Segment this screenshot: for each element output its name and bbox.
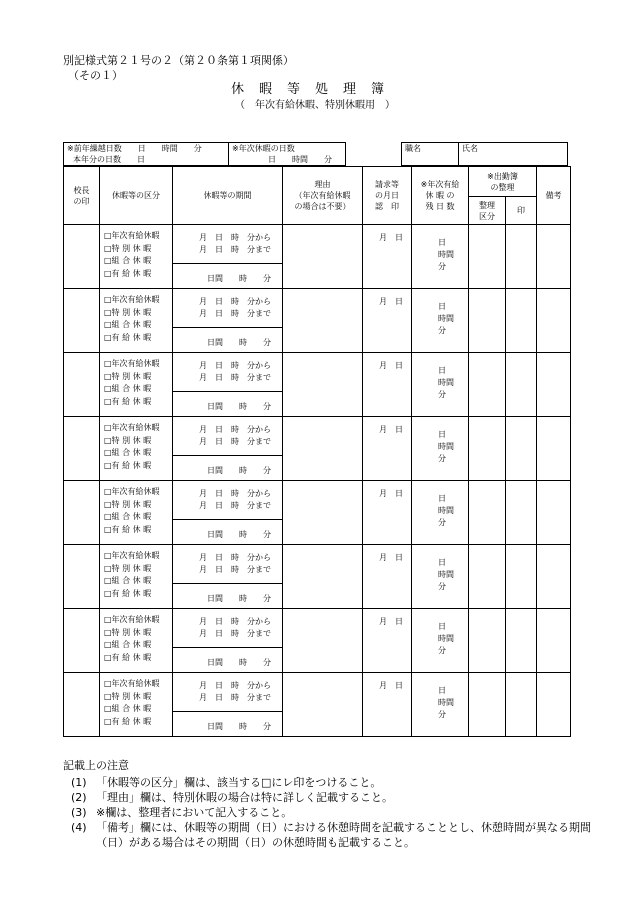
period-duration[interactable]: 日間 時 分 bbox=[207, 402, 271, 411]
note-item bbox=[63, 775, 596, 790]
period-from[interactable]: 月 日 時 分から bbox=[199, 617, 271, 626]
remaining-header-label: ※年次有給 休 暇 の 残 日 数 bbox=[420, 180, 460, 211]
period-duration[interactable]: 日間 時 分 bbox=[207, 594, 271, 603]
kind-option[interactable]: □特 別 休 暇 bbox=[104, 627, 152, 637]
period-cell bbox=[173, 609, 283, 673]
seal-header-label: 印 bbox=[517, 206, 525, 215]
leave-table bbox=[63, 166, 571, 737]
period-cell bbox=[173, 353, 283, 417]
remarks-header bbox=[537, 167, 571, 225]
remaining-unit: 日 bbox=[438, 430, 446, 439]
remaining-unit: 日 bbox=[438, 302, 446, 311]
annual-leave-days-cell bbox=[229, 143, 346, 166]
kind-header bbox=[100, 167, 173, 225]
kind-option[interactable]: □組 合 休 暇 bbox=[104, 512, 152, 521]
annual-leave-days-label: ※年次休暇の日数 bbox=[232, 144, 295, 153]
kind-option[interactable]: □特 別 休 暇 bbox=[104, 243, 152, 253]
remaining-unit: 分 bbox=[438, 454, 446, 463]
period-to[interactable]: 月 日 時 分まで bbox=[199, 437, 271, 446]
remaining-cell[interactable] bbox=[412, 545, 469, 609]
request-date: 月 日 bbox=[379, 233, 403, 242]
request-date: 月 日 bbox=[379, 489, 403, 498]
request-date: 月 日 bbox=[379, 681, 403, 690]
period-divider bbox=[173, 455, 282, 456]
remarks-cell[interactable] bbox=[537, 289, 571, 353]
remaining-unit: 分 bbox=[438, 518, 446, 527]
remaining-unit: 時間 bbox=[438, 378, 454, 387]
category-cell[interactable] bbox=[469, 609, 506, 673]
category-cell[interactable] bbox=[469, 481, 506, 545]
period-divider bbox=[173, 263, 282, 264]
period-to[interactable]: 月 日 時 分まで bbox=[199, 373, 271, 382]
reason-header-label: 理由 （年次有給休暇 の場合は不要） bbox=[294, 180, 351, 211]
request-date-cell[interactable] bbox=[363, 481, 412, 545]
remarks-cell[interactable] bbox=[537, 609, 571, 673]
period-to[interactable]: 月 日 時 分まで bbox=[199, 501, 271, 510]
kind-cell bbox=[100, 417, 173, 481]
period-divider bbox=[173, 647, 282, 648]
remaining-unit: 時間 bbox=[438, 506, 454, 515]
note-text: 「休暇等の区分」欄は、該当する□にレ印をつけること。 bbox=[96, 776, 382, 789]
category-cell[interactable] bbox=[469, 353, 506, 417]
leave-record-row bbox=[64, 289, 571, 353]
reason-header bbox=[283, 167, 363, 225]
kind-option[interactable]: □有 給 休 暇 bbox=[104, 460, 152, 470]
form-subnumber: （その１） bbox=[68, 69, 123, 82]
remaining-unit: 時間 bbox=[438, 250, 454, 259]
this-year-days: 本年分の日数 日 bbox=[73, 155, 145, 164]
period-to[interactable]: 月 日 時 分まで bbox=[199, 309, 271, 318]
principal-seal-cell[interactable] bbox=[64, 353, 100, 417]
period-cell bbox=[173, 545, 283, 609]
request-date-cell[interactable] bbox=[363, 417, 412, 481]
kind-cell bbox=[100, 673, 173, 737]
kind-cell bbox=[100, 289, 173, 353]
kind-option[interactable]: □有 給 休 暇 bbox=[104, 524, 152, 534]
seal-cell[interactable] bbox=[506, 545, 537, 609]
kind-option[interactable]: □特 別 休 暇 bbox=[104, 435, 152, 445]
kind-option[interactable]: □組 合 休 暇 bbox=[104, 384, 152, 393]
remaining-cell[interactable] bbox=[412, 609, 469, 673]
kind-option[interactable]: □年次有給休暇 bbox=[104, 551, 160, 560]
note-item bbox=[63, 790, 596, 805]
kind-option[interactable]: □組 合 休 暇 bbox=[104, 256, 152, 265]
kind-option[interactable]: □有 給 休 暇 bbox=[104, 268, 152, 278]
summary-table bbox=[63, 142, 568, 166]
note-number: (2) bbox=[71, 791, 87, 804]
request-date: 月 日 bbox=[379, 617, 403, 626]
period-from[interactable]: 月 日 時 分から bbox=[199, 489, 271, 498]
period-divider bbox=[173, 327, 282, 328]
period-to[interactable]: 月 日 時 分まで bbox=[199, 565, 271, 574]
period-from[interactable]: 月 日 時 分から bbox=[199, 233, 271, 242]
seal-cell[interactable] bbox=[506, 481, 537, 545]
kind-option[interactable]: □特 別 休 暇 bbox=[104, 499, 152, 509]
period-cell bbox=[173, 673, 283, 737]
principal-seal-cell[interactable] bbox=[64, 481, 100, 545]
period-to[interactable]: 月 日 時 分まで bbox=[199, 693, 271, 702]
category-cell[interactable] bbox=[469, 225, 506, 289]
period-duration[interactable]: 日間 時 分 bbox=[207, 658, 271, 667]
remaining-cell[interactable] bbox=[412, 417, 469, 481]
kind-option[interactable]: □年次有給休暇 bbox=[104, 423, 160, 432]
category-header bbox=[469, 197, 506, 225]
reason-cell[interactable] bbox=[283, 545, 363, 609]
category-cell[interactable] bbox=[469, 289, 506, 353]
job-title-label: 職名 bbox=[405, 144, 421, 153]
request-date: 月 日 bbox=[379, 297, 403, 306]
kind-option[interactable]: □組 合 休 暇 bbox=[104, 448, 152, 457]
remarks-cell[interactable] bbox=[537, 545, 571, 609]
kind-option[interactable]: □年次有給休暇 bbox=[104, 359, 160, 368]
period-from[interactable]: 月 日 時 分から bbox=[199, 681, 271, 690]
request-date: 月 日 bbox=[379, 425, 403, 434]
principal-seal-header bbox=[64, 167, 100, 225]
request-date: 月 日 bbox=[379, 553, 403, 562]
remaining-unit: 日 bbox=[438, 494, 446, 503]
period-cell bbox=[173, 289, 283, 353]
category-cell[interactable] bbox=[469, 545, 506, 609]
remarks-header-label: 備考 bbox=[545, 191, 562, 200]
period-duration[interactable]: 日間 時 分 bbox=[207, 274, 271, 283]
period-duration[interactable]: 日間 時 分 bbox=[207, 338, 271, 347]
remaining-unit: 時間 bbox=[438, 698, 454, 707]
leave-record-row bbox=[64, 353, 571, 417]
note-text: 「備考」欄には、休暇等の期間（日）における休憩時間を記載することとし、休憩時間が異なる期間（日）がある場合はその期間（日）の休憩時間も記載すること。 bbox=[96, 821, 591, 849]
request-header-label: 請求等 の月日 認 印 bbox=[375, 180, 399, 211]
note-number: (1) bbox=[71, 776, 87, 789]
reason-cell[interactable] bbox=[283, 609, 363, 673]
principal-seal-cell[interactable] bbox=[64, 673, 100, 737]
kind-cell bbox=[100, 609, 173, 673]
period-header-label: 休暇等の期間 bbox=[203, 191, 252, 200]
period-divider bbox=[173, 391, 282, 392]
note-text: 「理由」欄は、特別休暇の場合は特に詳しく記載すること。 bbox=[96, 791, 393, 804]
remaining-cell[interactable] bbox=[412, 289, 469, 353]
leave-record-row bbox=[64, 609, 571, 673]
request-date-cell[interactable] bbox=[363, 353, 412, 417]
kind-option[interactable]: □組 合 休 暇 bbox=[104, 704, 152, 713]
seal-cell[interactable] bbox=[506, 289, 537, 353]
remaining-header bbox=[412, 167, 469, 225]
remaining-unit: 分 bbox=[438, 390, 446, 399]
kind-option[interactable]: □年次有給休暇 bbox=[104, 487, 160, 496]
category-cell[interactable] bbox=[469, 417, 506, 481]
period-duration[interactable]: 日間 時 分 bbox=[207, 466, 271, 475]
remaining-unit: 分 bbox=[438, 710, 446, 719]
kind-option[interactable]: □有 給 休 暇 bbox=[104, 396, 152, 406]
remaining-unit: 時間 bbox=[438, 634, 454, 643]
reason-cell[interactable] bbox=[283, 417, 363, 481]
carry-over-cell bbox=[64, 143, 229, 166]
seal-header bbox=[506, 197, 537, 225]
form-number: 別記様式第２１号の２（第２０条第１項関係） bbox=[63, 54, 294, 67]
remarks-cell[interactable] bbox=[537, 481, 571, 545]
period-to[interactable]: 月 日 時 分まで bbox=[199, 629, 271, 638]
period-cell bbox=[173, 225, 283, 289]
kind-option[interactable]: □年次有給休暇 bbox=[104, 295, 160, 304]
kind-option[interactable]: □年次有給休暇 bbox=[104, 615, 160, 624]
remarks-cell[interactable] bbox=[537, 417, 571, 481]
remaining-cell[interactable] bbox=[412, 481, 469, 545]
remaining-unit: 時間 bbox=[438, 570, 454, 579]
kind-cell bbox=[100, 225, 173, 289]
period-duration[interactable]: 日間 時 分 bbox=[207, 530, 271, 539]
principal-seal-cell[interactable] bbox=[64, 225, 100, 289]
seal-cell[interactable] bbox=[506, 609, 537, 673]
remaining-unit: 時間 bbox=[438, 314, 454, 323]
category-cell[interactable] bbox=[469, 673, 506, 737]
remaining-unit: 日 bbox=[438, 686, 446, 695]
request-header bbox=[363, 167, 412, 225]
principal-seal-cell[interactable] bbox=[64, 417, 100, 481]
leave-record-row bbox=[64, 545, 571, 609]
principal-seal-cell[interactable] bbox=[64, 609, 100, 673]
kind-option[interactable]: □組 合 休 暇 bbox=[104, 320, 152, 329]
seal-cell[interactable] bbox=[506, 225, 537, 289]
kind-cell bbox=[100, 545, 173, 609]
period-divider bbox=[173, 711, 282, 712]
kind-option[interactable]: □有 給 休 暇 bbox=[104, 588, 152, 598]
seal-cell[interactable] bbox=[506, 673, 537, 737]
remarks-cell[interactable] bbox=[537, 225, 571, 289]
page-title: 休暇等処理簿 bbox=[230, 82, 399, 97]
note-number: (3) bbox=[71, 806, 87, 819]
seal-cell[interactable] bbox=[506, 417, 537, 481]
page-subtitle: （ 年次有給休暇、特別休暇用 ） bbox=[235, 100, 395, 111]
kind-option[interactable]: □有 給 休 暇 bbox=[104, 716, 152, 726]
job-title-cell[interactable] bbox=[402, 143, 459, 166]
request-date-cell[interactable] bbox=[363, 545, 412, 609]
period-from[interactable]: 月 日 時 分から bbox=[199, 425, 271, 434]
remarks-cell[interactable] bbox=[537, 673, 571, 737]
principal-seal-cell[interactable] bbox=[64, 289, 100, 353]
kind-option[interactable]: □特 別 休 暇 bbox=[104, 371, 152, 381]
kind-option[interactable]: □有 給 休 暇 bbox=[104, 332, 152, 342]
note-text: ※欄は、整理者において記入すること。 bbox=[96, 806, 293, 819]
carry-over-days: ※前年繰越日数 日 時間 分 bbox=[67, 144, 202, 153]
reason-cell[interactable] bbox=[283, 673, 363, 737]
note-number: (4) bbox=[71, 821, 87, 834]
category-header-label: 整理 区分 bbox=[479, 200, 495, 221]
remaining-unit: 分 bbox=[438, 326, 446, 335]
remaining-cell[interactable] bbox=[412, 225, 469, 289]
remaining-unit: 日 bbox=[438, 238, 446, 247]
kind-option[interactable]: □特 別 休 暇 bbox=[104, 563, 152, 573]
request-date-cell[interactable] bbox=[363, 609, 412, 673]
remaining-unit: 分 bbox=[438, 582, 446, 591]
leave-record-row bbox=[64, 673, 571, 737]
period-from[interactable]: 月 日 時 分から bbox=[199, 297, 271, 306]
remaining-unit: 日 bbox=[438, 366, 446, 375]
note-item bbox=[63, 805, 596, 820]
kind-cell bbox=[100, 481, 173, 545]
leave-record-row bbox=[64, 481, 571, 545]
name-label: 氏名 bbox=[462, 144, 478, 153]
remaining-cell[interactable] bbox=[412, 353, 469, 417]
reason-cell[interactable] bbox=[283, 481, 363, 545]
reason-cell[interactable] bbox=[283, 353, 363, 417]
name-cell[interactable] bbox=[459, 143, 568, 166]
period-cell bbox=[173, 481, 283, 545]
request-date-cell[interactable] bbox=[363, 225, 412, 289]
period-duration[interactable]: 日間 時 分 bbox=[207, 722, 271, 731]
remaining-unit: 日 bbox=[438, 558, 446, 567]
period-from[interactable]: 月 日 時 分から bbox=[199, 553, 271, 562]
reason-cell[interactable] bbox=[283, 289, 363, 353]
leave-record-row bbox=[64, 225, 571, 289]
kind-cell bbox=[100, 353, 173, 417]
period-to[interactable]: 月 日 時 分まで bbox=[199, 245, 271, 254]
reason-cell[interactable] bbox=[283, 225, 363, 289]
kind-option[interactable]: □組 合 休 暇 bbox=[104, 640, 152, 649]
spacer-cell bbox=[346, 143, 402, 166]
period-divider bbox=[173, 583, 282, 584]
kind-option[interactable]: □有 給 休 暇 bbox=[104, 652, 152, 662]
remaining-unit: 時間 bbox=[438, 442, 454, 451]
kind-option[interactable]: □年次有給休暇 bbox=[104, 679, 160, 688]
note-item bbox=[63, 820, 596, 850]
principal-seal-cell[interactable] bbox=[64, 545, 100, 609]
annual-leave-days-value: 日 時間 分 bbox=[268, 155, 332, 164]
attendance-header bbox=[469, 167, 537, 197]
request-date-cell[interactable] bbox=[363, 673, 412, 737]
principal-seal-header-label: 校長 の印 bbox=[73, 185, 90, 206]
kind-option[interactable]: □特 別 休 暇 bbox=[104, 307, 152, 317]
remaining-cell[interactable] bbox=[412, 673, 469, 737]
seal-cell[interactable] bbox=[506, 353, 537, 417]
period-cell bbox=[173, 417, 283, 481]
remaining-unit: 日 bbox=[438, 622, 446, 631]
remaining-unit: 分 bbox=[438, 646, 446, 655]
request-date: 月 日 bbox=[379, 361, 403, 370]
kind-option[interactable]: □特 別 休 暇 bbox=[104, 691, 152, 701]
kind-option[interactable]: □組 合 休 暇 bbox=[104, 576, 152, 585]
kind-option[interactable]: □年次有給休暇 bbox=[104, 231, 160, 240]
period-header bbox=[173, 167, 283, 225]
request-date-cell[interactable] bbox=[363, 289, 412, 353]
attendance-header-label: ※出勤簿 の整理 bbox=[487, 171, 518, 192]
notes-title: 記載上の注意 bbox=[63, 759, 129, 772]
kind-header-label: 休暇等の区分 bbox=[112, 191, 160, 200]
period-divider bbox=[173, 519, 282, 520]
remaining-unit: 分 bbox=[438, 262, 446, 271]
remarks-cell[interactable] bbox=[537, 353, 571, 417]
period-from[interactable]: 月 日 時 分から bbox=[199, 361, 271, 370]
notes-section bbox=[63, 757, 596, 850]
leave-record-row bbox=[64, 417, 571, 481]
